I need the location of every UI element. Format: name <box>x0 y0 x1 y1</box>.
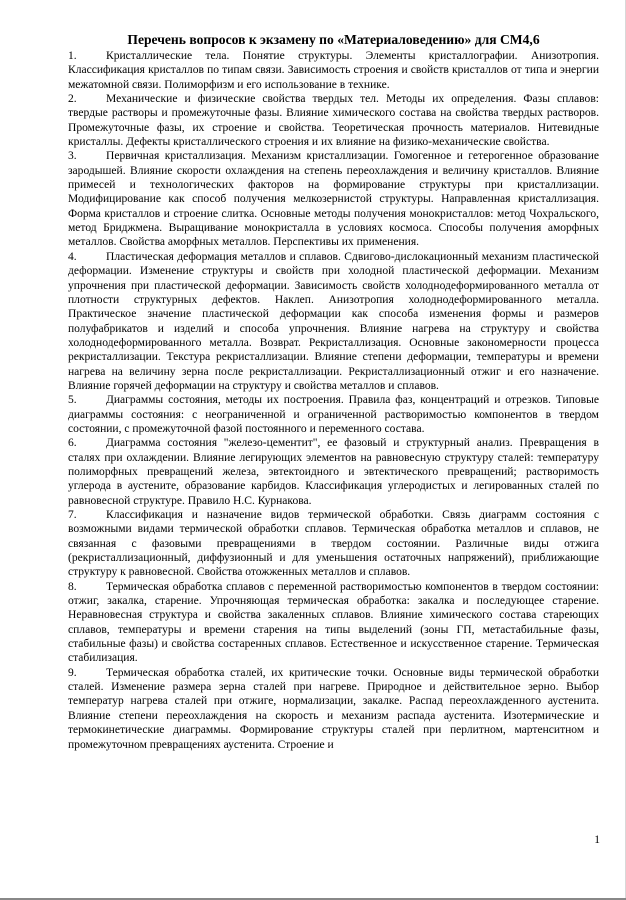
question-text: Диаграммы состояния, методы их построения. Правила фаз, концентраций и отрезков. Типовые диаграммы состояния: с неограниченной и ограниченной растворимостью компонентов в твердом состоянии, с промежуточной фазой постоянного и переменного состава. <box>68 394 599 435</box>
question-item <box>68 436 599 508</box>
question-number: 2. <box>68 93 77 106</box>
question-item <box>68 49 599 92</box>
question-text: Диаграмма состояния "железо-цементит", ее фазовый и структурный анализ. Превращения в сталях при охлаждении. Влияние легирующих элементов на равновесную структуру сталей: температуру полиморфных превращений железа, эвтектоидного и эвтектического превращений; растворимость углерода в аустените, образование карбидов. Классификация углеродистых и легированных сталей по равновесной структуре. Правило Н.С. Курнакова. <box>68 437 599 507</box>
question-item <box>68 250 599 393</box>
question-item <box>68 393 599 436</box>
question-number: 1. <box>68 50 77 62</box>
question-text: Термическая обработка сплавов с переменной растворимостью компонентов в твердом состоянии: отжиг, закалка, старение. Упрочняющая термическая обработка: закалка и последующее старение. Неравновесная структура и свойства закаленных сплавов. Влияние химического состава стареющих сплавов, температуры и времени старения на типы выделений (зоны ГП, метастабильные фазы, стабильные фазы) и свойства состаренных сплавов. Естественное и искусственное старение. Термическая стабилизация. <box>68 580 599 665</box>
question-item <box>68 666 599 752</box>
question-text: Термическая обработка сталей, их критические точки. Основные виды термической обработки сталей. Изменение размера зерна сталей при нагреве. Природное и действительное зерно. Выбор температур нагрева сталей при отжиге, нормализации, закалке. Распад переохлажденного аустенита. Влияние степени переохлаждения на скорость и механизм распада аустенита. Изотермические и термокинетические диаграммы. Формирование структуры сталей при перлитном, мартенситном и промежуточном превращениях аустенита. Строение и <box>68 666 599 751</box>
question-number: 5. <box>68 394 77 407</box>
question-number: 4. <box>68 250 77 263</box>
question-number: 8. <box>68 580 77 593</box>
question-number: 3. <box>68 150 77 163</box>
question-item <box>68 149 599 249</box>
question-item <box>68 92 599 149</box>
question-number: 9. <box>68 666 77 679</box>
question-text: Механические и физические свойства твердых тел. Методы их определения. Фазы сплавов: твердые растворы и промежуточные фазы. Влияние химического состава на свойства твердых растворов. Промежуточные фазы, их строение и свойства. Теоретическая прочность материалов. Нитевидные кристаллы. Дефекты кристаллического строения и их влияние на физико-механические свойства. <box>68 93 599 149</box>
question-number: 7. <box>68 509 77 521</box>
question-text: Первичная кристаллизация. Механизм кристаллизации. Гомогенное и гетерогенное образование зародышей. Влияние скорости охлаждения на степень переохлаждения и величину кристаллов. Влияние примесей и технологических факторов на формирование структуры при кристаллизации. Модифицирование как способ получения мелкозернистой структуры. Направленная кристаллизация. Форма кристаллов и строение слитка. Основные методы получения монокристаллов: метод Чохральского, метод Бриджмена. Выращивание монокристалла в условиях космоса. Способы получения аморфных металлов. Свойства аморфных металлов. Перспективы их применения. <box>68 150 599 249</box>
question-text: Кристаллические тела. Понятие структуры. Элементы кристаллографии. Анизотропия. Классификация кристаллов по типам связи. Зависимость строения и свойств кристаллов от типа и энергии межатомной связи. Полиморфизм и его использование в технике. <box>68 50 599 91</box>
page-number: 1 <box>594 834 600 846</box>
question-item <box>68 580 599 666</box>
question-item <box>68 508 599 580</box>
questions-list <box>68 49 599 752</box>
page-title: Перечень вопросов к экзамену по «Материаловедению» для СМ4,6 <box>127 32 540 47</box>
question-text: Пластическая деформация металлов и сплавов. Сдвигово-дислокационный механизм пластической деформации. Изменение структуры и свойств при холодной пластической деформации. Механизм упрочнения при пластической деформации. Зависимость свойств холоднодеформированного металла от плотности структурных дефектов. Наклеп. Анизотропия холоднодеформированного металла. Практическое значение пластической деформации как способа изменения формы и размеров полуфабрикатов и изделий и способа упрочнения. Влияние нагрева на структуру и свойства холоднодеформированного металла. Возврат. Рекристаллизация. Основные закономерности процесса рекристаллизации. Текстура рекристаллизации. Влияние степени деформации, температуры и времени нагрева на величину зерна после рекристаллизации. Рекристаллизационный отжиг и его назначение. Влияние горячей деформации на структуру и свойства металлов и сплавов. <box>68 250 599 392</box>
question-text: Классификация и назначение видов термической обработки. Связь диаграмм состояния с возможными видами термической обработки сплавов. Термическая обработка металлов и сплавов, не связанная с фазовыми превращениями в твердом состоянии. Различные виды отжига (рекристаллизационный, диффузионный и для уменьшения остаточных напряжений), приближающие структуру к равновесной. Свойства отожженных металлов и сплавов. <box>68 509 599 579</box>
question-number: 6. <box>68 437 77 450</box>
